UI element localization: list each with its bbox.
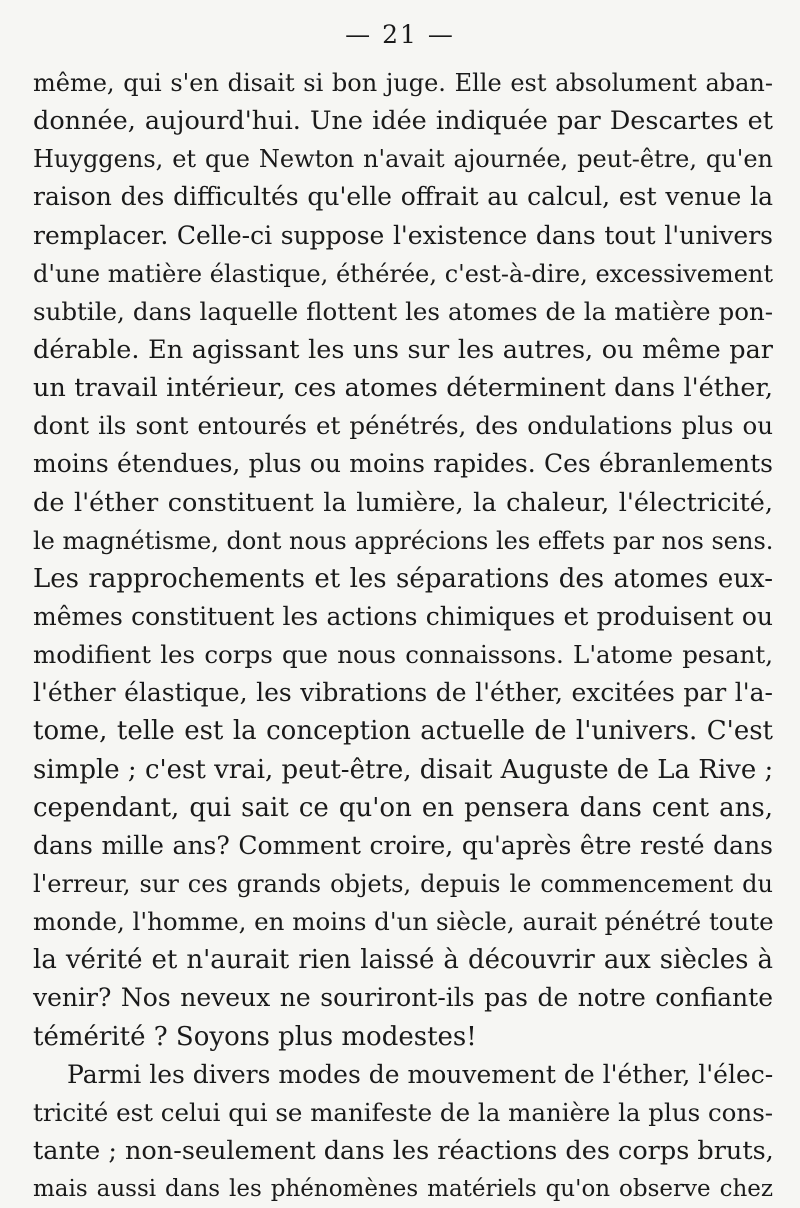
text-line: tome, telle est la conception actuelle de l'univers. C'est (33, 716, 773, 747)
text-line: l'éther élastique, les vibrations de l'éther, excitées par l'a- (33, 678, 773, 708)
text-line: la vérité et n'aurait rien laissé à découvrir aux siècles à (33, 945, 773, 976)
text-line: tante ; non-seulement dans les réactions des corps bruts, (33, 1135, 774, 1166)
text-line: même, qui s'en disait si bon juge. Elle est absolument aban- (33, 69, 773, 97)
paragraph-end-line: témérité ? Soyons plus modestes! (33, 1021, 477, 1052)
text-line: Huyggens, et que Newton n'avait ajournée, peut-être, qu'en (33, 145, 773, 174)
text-line: dont ils sont entourés et pénétrés, des ondulations plus ou (33, 411, 773, 441)
text-line: monde, l'homme, en moins d'un siècle, aurait pénétré toute (33, 907, 774, 937)
text-line: mais aussi dans les phénomènes matériels qu'on observe chez (33, 1176, 773, 1203)
text-line: mêmes constituent les actions chimiques et produisent ou (33, 601, 773, 631)
text-line: raison des difficultés qu'elle offrait au calcul, est venue la (33, 182, 773, 212)
text-line: subtile, dans laquelle flottent les atomes de la matière pon- (33, 296, 773, 326)
text-line: remplacer. Celle-ci suppose l'existence dans tout l'univers (33, 220, 773, 250)
text-line: d'une matière élastique, éthérée, c'est-à-dire, excessivement (33, 259, 773, 288)
text-line: tricité est celui qui se manifeste de la manière la plus cons- (33, 1097, 774, 1127)
text-line: Les rapprochements et les séparations des atomes eux- (33, 563, 773, 594)
text-line: moins étendues, plus ou moins rapides. Ces ébranlements (33, 449, 773, 479)
text-line: dans mille ans? Comment croire, qu'après être resté dans (33, 830, 773, 860)
text-line: venir? Nos neveux ne souriront-ils pas de notre confiante (33, 983, 773, 1013)
text-line: dérable. En agissant les uns sur les autres, ou même par (33, 334, 773, 365)
text-line: un travail intérieur, ces atomes déterminent dans l'éther, (33, 373, 773, 404)
body-text (33, 64, 773, 1208)
text-line: le magnétisme, dont nous apprécions les effets par nos sens. (33, 526, 774, 555)
text-line: cependant, qui sait ce qu'on en pensera dans cent ans, (33, 792, 773, 823)
text-line: donnée, aujourd'hui. Une idée indiquée par Descartes et (33, 106, 773, 137)
text-line: de l'éther constituent la lumière, la chaleur, l'électricité, (33, 487, 773, 518)
paragraph-start-line: Parmi les divers modes de mouvement de l'éther, l'élec- (67, 1059, 774, 1089)
text-line: simple ; c'est vrai, peut-être, disait Auguste de La Rive ; (33, 754, 774, 785)
text-line: modifient les corps que nous connaissons. L'atome pesant, (33, 640, 773, 670)
page-number: — 21 — (345, 20, 455, 49)
text-line: l'erreur, sur ces grands objets, depuis le commencement du (33, 869, 773, 898)
